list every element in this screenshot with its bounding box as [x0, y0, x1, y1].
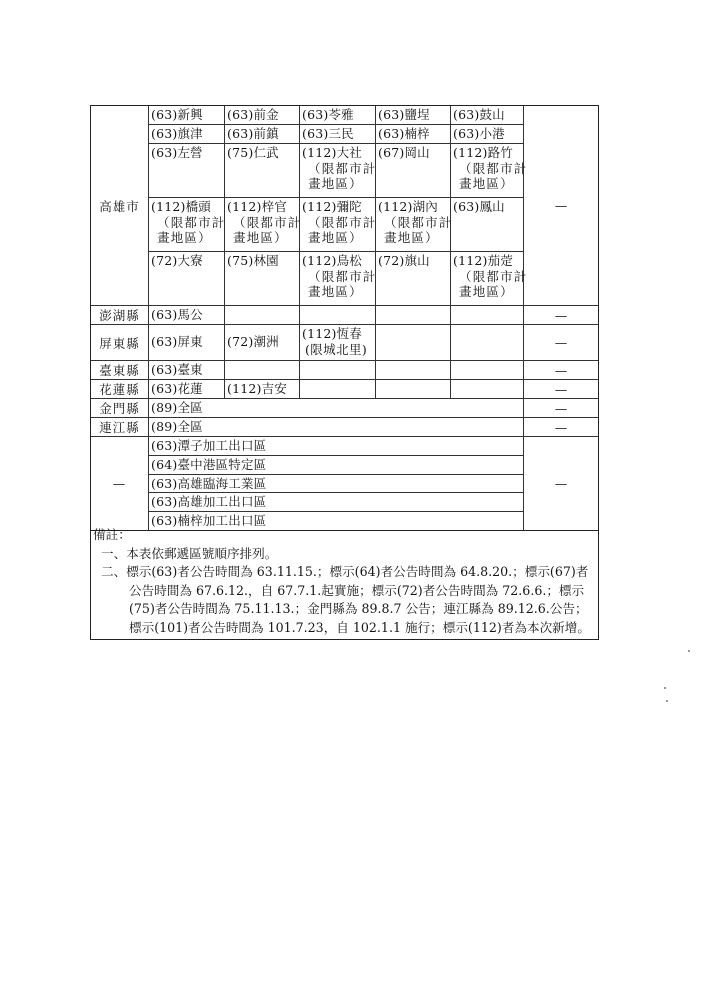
district-cell: (72)大寮 [149, 252, 225, 306]
district-cell [300, 325, 376, 361]
county-kinmen: 金門縣 [91, 399, 149, 418]
district-cell: (63)新興 [149, 106, 225, 125]
district-name: (112)大社 [302, 145, 363, 160]
district-cell: (112)吉安 [225, 380, 300, 399]
district-cell: (67)岡山 [376, 144, 451, 198]
district-cell: (63)苓雅 [300, 106, 376, 125]
district-restriction: 畫地區） [384, 230, 439, 246]
district-cell: (72)潮洲 [225, 325, 300, 361]
district-name: (112)恆春 [302, 326, 363, 341]
remarks-section [91, 526, 598, 638]
note-dash: — [524, 325, 598, 361]
district-restriction: (限城北里) [305, 341, 368, 357]
district-cell: (63)臺東 [149, 361, 225, 380]
zone-cell: (63)潭子加工出口區 [149, 437, 524, 456]
district-name: (112)鳥松 [302, 253, 363, 268]
county-zones: — [91, 437, 149, 531]
note-dash: — [524, 106, 598, 306]
county-lienchiang: 連江縣 [91, 418, 149, 437]
remark-line: 公告時間為 67.6.12.，自 67.7.1.起實施；標示(72)者公告時間為 72.6.6.；標示 [129, 582, 585, 598]
empty-cell [451, 380, 524, 399]
district-name: (112)彌陀 [302, 199, 363, 214]
county-kaohsiung: 高雄市 [91, 106, 149, 306]
note-dash: — [524, 399, 598, 418]
district-cell: (63)馬公 [149, 306, 225, 325]
district-restriction: （限都市計 [308, 268, 377, 284]
empty-cell [451, 325, 524, 361]
district-cell: (89)全區 [149, 418, 524, 437]
empty-cell [376, 306, 451, 325]
district-restriction: （限都市計 [233, 214, 302, 230]
remark-line: 一、本表依郵遞區號順序排列。 [101, 545, 278, 561]
empty-cell [376, 361, 451, 380]
district-cell [300, 252, 376, 306]
district-cell: (63)楠梓 [376, 125, 451, 144]
district-cell: (63)小港 [451, 125, 524, 144]
district-cell [376, 198, 451, 252]
district-cell [451, 252, 528, 306]
district-cell: (63)鼓山 [451, 106, 524, 125]
district-restriction: 畫地區） [157, 230, 212, 246]
district-restriction: （限都市計 [459, 160, 528, 176]
empty-cell [300, 380, 376, 399]
zone-cell: (64)臺中港區特定區 [149, 456, 524, 475]
district-cell: (75)仁武 [225, 144, 300, 198]
district-cell [300, 198, 376, 252]
district-name: (112)湖內 [378, 199, 439, 214]
district-restriction: 畫地區） [308, 230, 363, 246]
district-cell [451, 144, 528, 198]
empty-cell [225, 306, 300, 325]
remark-line: 標示(101)者公告時間為 101.7.23，自 102.1.1 施行；標示(112)者為本次新增。 [129, 619, 590, 635]
district-restriction: （限都市計 [459, 268, 528, 284]
district-cell: (63)前金 [225, 106, 300, 125]
remark-line: (75)者公告時間為 75.11.13.；金門縣為 89.8.7 公告；連江縣為 89.12.6.公告； [129, 601, 588, 617]
district-cell [300, 144, 376, 198]
note-dash: — [524, 380, 598, 399]
district-name: (112)梓官 [227, 199, 288, 214]
note-dash: — [524, 418, 598, 437]
scan-speck [666, 700, 668, 702]
district-name: (112)路竹 [453, 145, 514, 160]
empty-cell [225, 361, 300, 380]
empty-cell [300, 306, 376, 325]
district-cell: (63)左營 [149, 144, 225, 198]
district-restriction: 畫地區） [308, 284, 363, 300]
district-cell: (63)旗津 [149, 125, 225, 144]
zone-cell: (63)楠梓加工出口區 [149, 512, 524, 531]
district-cell: (63)花蓮 [149, 380, 225, 399]
district-restriction: （限都市計 [157, 214, 226, 230]
county-penghu: 澎湖縣 [91, 306, 149, 325]
zone-cell: (63)高雄加工出口區 [149, 493, 524, 512]
empty-cell [451, 361, 524, 380]
district-cell: (63)鹽埕 [376, 106, 451, 125]
scan-speck [664, 687, 666, 689]
empty-cell [300, 361, 376, 380]
district-name: (112)茄萣 [453, 253, 514, 268]
district-cell [149, 198, 225, 252]
empty-cell [451, 306, 524, 325]
district-restriction: 畫地區） [308, 176, 363, 192]
district-cell: (63)前鎮 [225, 125, 300, 144]
county-hualien: 花蓮縣 [91, 380, 149, 399]
county-taitung: 臺東縣 [91, 361, 149, 380]
district-name: (112)橋頭 [151, 199, 212, 214]
district-cell: (72)旗山 [376, 252, 451, 306]
scan-speck [688, 650, 690, 652]
remark-line: 二、標示(63)者公告時間為 63.11.15.；標示(64)者公告時間為 64.8.20.；標示(67)者 [101, 564, 589, 580]
land-table-page [90, 105, 599, 640]
district-restriction: （限都市計 [308, 160, 377, 176]
empty-cell [376, 325, 451, 361]
county-pingtung: 屏東縣 [91, 325, 149, 361]
empty-cell [376, 380, 451, 399]
district-restriction: 畫地區） [233, 230, 288, 246]
zone-cell: (63)高雄臨海工業區 [149, 475, 524, 493]
district-cell: (63)鳳山 [451, 198, 524, 252]
district-cell: (63)三民 [300, 125, 376, 144]
district-restriction: （限都市計 [384, 214, 453, 230]
district-cell: (75)林園 [225, 252, 300, 306]
district-restriction: （限都市計 [308, 214, 377, 230]
district-cell [225, 198, 300, 252]
district-restriction: 畫地區） [459, 176, 514, 192]
note-dash: — [524, 306, 598, 325]
district-cell: (63)屏東 [149, 325, 225, 361]
remarks-heading: 備註： [93, 527, 131, 542]
note-dash: — [524, 361, 598, 380]
note-dash: — [524, 437, 598, 531]
district-cell: (89)全區 [149, 399, 524, 418]
district-restriction: 畫地區） [459, 284, 514, 300]
